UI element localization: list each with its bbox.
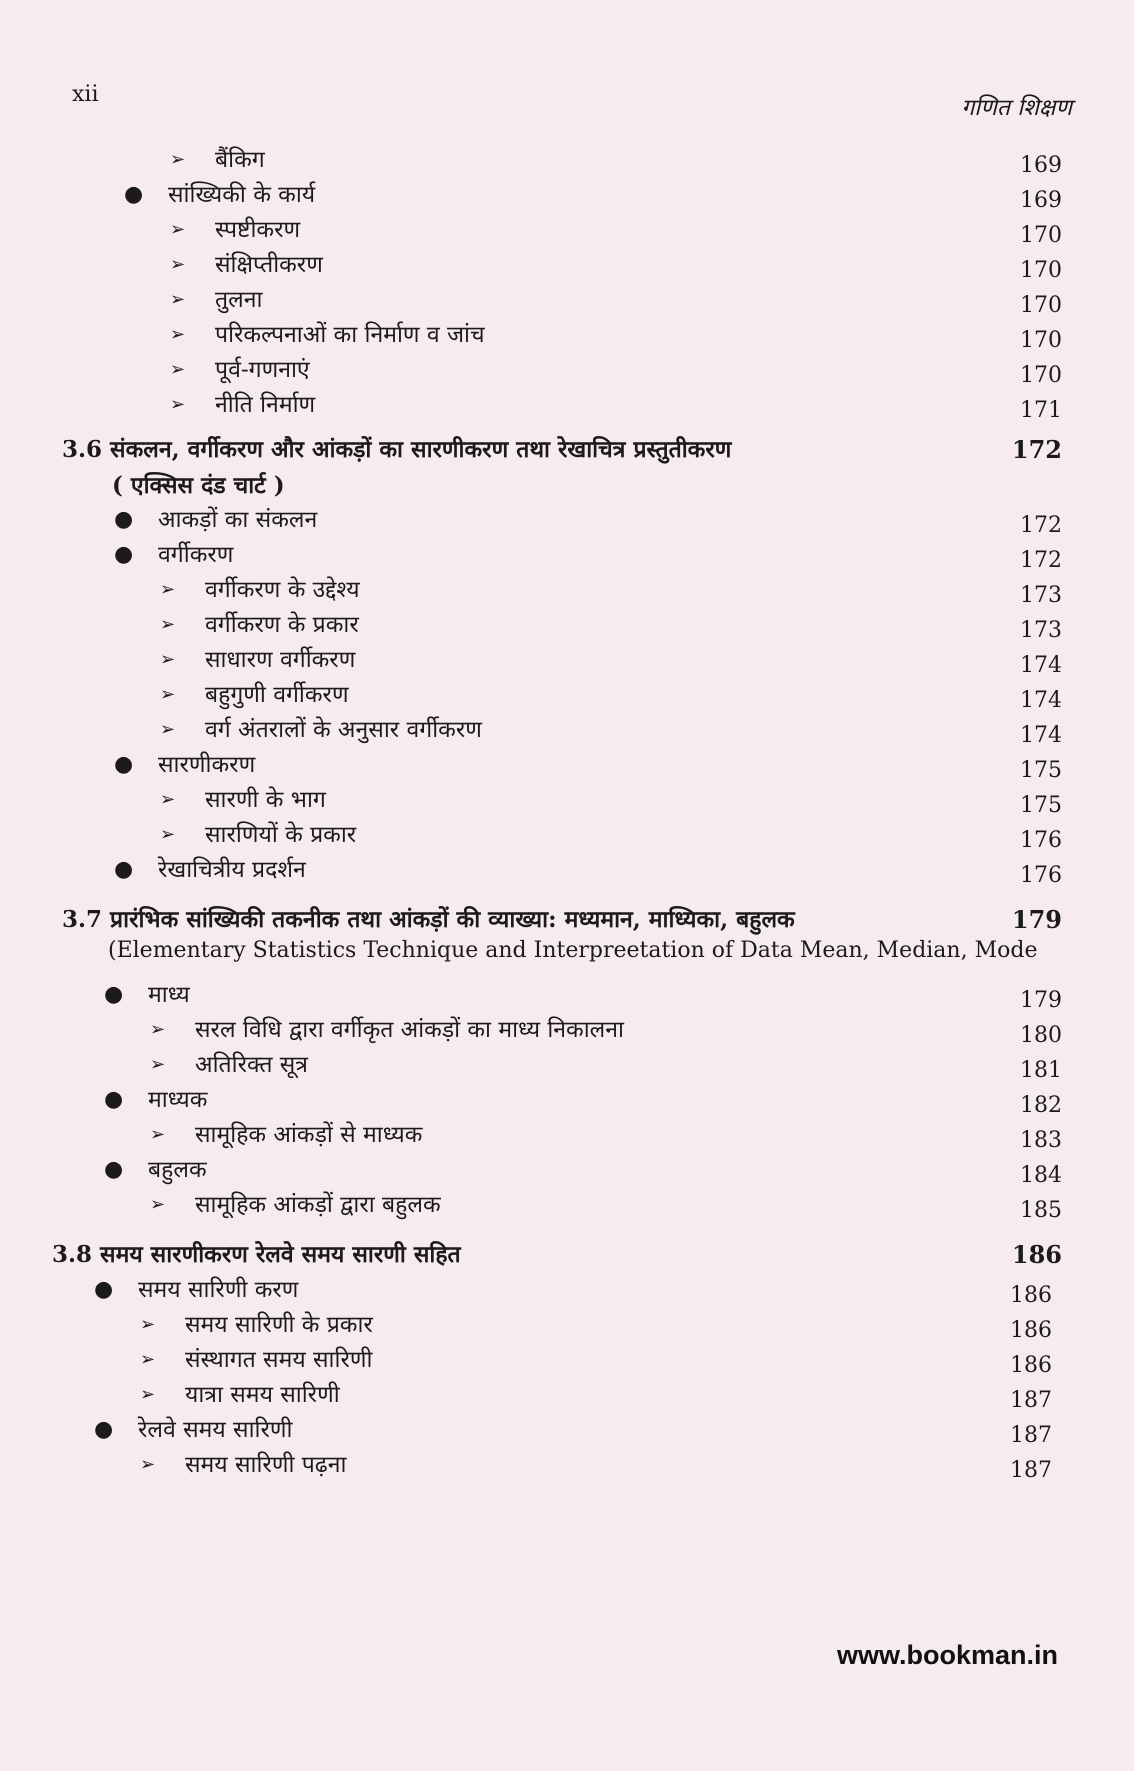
- toc-entry-title: स्पष्टीकरण: [215, 217, 301, 243]
- toc-entry-title: सांख्यिकी के कार्य: [168, 182, 316, 208]
- toc-entry: [0, 1445, 1134, 1485]
- toc-page-number: 176: [1020, 863, 1062, 888]
- toc-page-number: 182: [1020, 1093, 1062, 1118]
- arrow-bullet-icon: ➢: [140, 1384, 156, 1405]
- toc-entry: [0, 975, 1134, 1015]
- arrow-bullet-icon: ➢: [160, 649, 176, 670]
- toc-entry-title: 3.6 संकलन, वर्गीकरण और आंकड़ों का सारणीकरण तथा रेखाचित्र प्रस्तुतीकरण: [62, 436, 732, 463]
- bullet-icon: ●: [114, 507, 134, 532]
- arrow-bullet-icon: ➢: [160, 684, 176, 705]
- bullet-icon: ●: [114, 542, 134, 567]
- bullet-icon: ●: [94, 1417, 114, 1442]
- toc-entry: [0, 315, 1134, 355]
- toc-entry: [0, 1305, 1134, 1345]
- toc-entry: [0, 1150, 1134, 1190]
- toc-section: [0, 900, 1134, 963]
- toc-entry-title: सारणियों के प्रकार: [205, 822, 357, 848]
- toc-page-number: 179: [1020, 988, 1062, 1013]
- toc-entry-title: माध्यक: [148, 1087, 208, 1113]
- toc-page-number: 172: [1020, 513, 1062, 538]
- toc-entry-title: बहुगुणी वर्गीकरण: [205, 682, 349, 708]
- toc-entry: [0, 1375, 1134, 1415]
- toc-page-number: 170: [1020, 223, 1062, 248]
- arrow-bullet-icon: ➢: [140, 1454, 156, 1475]
- arrow-bullet-icon: ➢: [150, 1019, 166, 1040]
- toc-entry: [0, 605, 1134, 645]
- toc-entry-title: परिकल्पनाओं का निर्माण व जांच: [215, 322, 485, 348]
- toc-entry: [0, 280, 1134, 320]
- toc-entry: [0, 385, 1134, 425]
- arrow-bullet-icon: ➢: [170, 219, 186, 240]
- toc-page-number: 170: [1020, 328, 1062, 353]
- toc-entry-title: यात्रा समय सारिणी: [185, 1382, 340, 1408]
- toc-page-number: 174: [1020, 653, 1062, 678]
- toc-page-number: 187: [1010, 1388, 1052, 1413]
- toc-page-number: 184: [1020, 1163, 1062, 1188]
- bullet-icon: ●: [104, 982, 124, 1007]
- toc-page-number: 169: [1020, 188, 1062, 213]
- toc-page-number: 187: [1010, 1423, 1052, 1448]
- toc-page-number: 175: [1020, 793, 1062, 818]
- toc-entry: [0, 500, 1134, 540]
- toc-entry: [0, 245, 1134, 285]
- toc-entry: [0, 780, 1134, 820]
- toc-entry: [0, 1270, 1134, 1310]
- toc-entry: [0, 1410, 1134, 1450]
- page-number: xii: [72, 82, 99, 107]
- toc-entry: [0, 1340, 1134, 1380]
- toc-entry-title: वर्गीकरण: [158, 542, 234, 568]
- toc-entry-title: 3.7 प्रारंभिक सांख्यिकी तकनीक तथा आंकड़ों की व्याख्या: मध्यमान, माध्यिका, बहुलक: [62, 906, 795, 933]
- toc-entry: [0, 535, 1134, 575]
- toc-entry: [0, 1185, 1134, 1225]
- toc-entry: [0, 850, 1134, 890]
- toc-page-number: 173: [1020, 583, 1062, 608]
- toc-entry: [0, 1010, 1134, 1050]
- arrow-bullet-icon: ➢: [150, 1124, 166, 1145]
- bullet-icon: ●: [124, 182, 144, 207]
- toc-entry: [0, 675, 1134, 715]
- toc-entry-title: सारणी के भाग: [205, 787, 326, 813]
- toc-entry-title: आकड़ों का संकलन: [158, 507, 318, 533]
- toc-page-number: 173: [1020, 618, 1062, 643]
- toc-section: [0, 430, 1134, 499]
- toc-page-number: 172: [1020, 548, 1062, 573]
- toc-page-number: 176: [1020, 828, 1062, 853]
- toc-entry: [0, 1080, 1134, 1120]
- toc-entry-title: पूर्व-गणनाएं: [215, 357, 310, 383]
- arrow-bullet-icon: ➢: [160, 824, 176, 845]
- toc-page-number: 175: [1020, 758, 1062, 783]
- arrow-bullet-icon: ➢: [170, 324, 186, 345]
- toc-page-number: 187: [1010, 1458, 1052, 1483]
- toc-page-number: 174: [1020, 688, 1062, 713]
- toc-entry-title: सरल विधि द्वारा वर्गीकृत आंकड़ों का माध्य निकालना: [195, 1017, 624, 1043]
- arrow-bullet-icon: ➢: [170, 394, 186, 415]
- toc-page-number: 170: [1020, 293, 1062, 318]
- bullet-icon: ●: [114, 857, 134, 882]
- toc-entry-title: सामूहिक आंकड़ों से माध्यक: [195, 1122, 423, 1148]
- website-watermark: www.bookman.in: [836, 1640, 1058, 1670]
- toc-entry: [0, 1115, 1134, 1155]
- arrow-bullet-icon: ➢: [140, 1314, 156, 1335]
- toc-entry: [0, 1045, 1134, 1085]
- toc-page-number: 179: [1011, 905, 1062, 934]
- toc-entry-title: संस्थागत समय सारिणी: [185, 1347, 373, 1373]
- toc-page-number: 186: [1010, 1353, 1052, 1378]
- arrow-bullet-icon: ➢: [170, 359, 186, 380]
- toc-page-number: 171: [1020, 398, 1062, 423]
- toc-page-number: 186: [1011, 1240, 1062, 1269]
- toc-page-number: 186: [1010, 1283, 1052, 1308]
- toc-entry: [0, 140, 1134, 180]
- toc-entry-title: वर्ग अंतरालों के अनुसार वर्गीकरण: [205, 717, 482, 743]
- toc-entry-title: वर्गीकरण के उद्देश्य: [205, 577, 360, 603]
- toc-entry-title: संक्षिप्तीकरण: [215, 252, 323, 278]
- toc-entry-title: सामूहिक आंकड़ों द्वारा बहुलक: [195, 1192, 441, 1218]
- toc-entry-title: बैंकिग: [215, 147, 265, 173]
- toc-entry-title: माध्य: [148, 982, 190, 1008]
- arrow-bullet-icon: ➢: [150, 1054, 166, 1075]
- toc-page-number: 172: [1011, 435, 1062, 464]
- bullet-icon: ●: [104, 1157, 124, 1182]
- toc-page-number: 186: [1010, 1318, 1052, 1343]
- toc-entry-title: नीति निर्माण: [215, 392, 316, 418]
- arrow-bullet-icon: ➢: [160, 719, 176, 740]
- arrow-bullet-icon: ➢: [170, 254, 186, 275]
- arrow-bullet-icon: ➢: [160, 614, 176, 635]
- toc-entry-title: साधारण वर्गीकरण: [205, 647, 356, 673]
- toc-entry: [0, 210, 1134, 250]
- toc-page-number: 169: [1020, 153, 1062, 178]
- toc-entry-title: अतिरिक्त सूत्र: [195, 1052, 308, 1078]
- toc-entry-title: 3.8 समय सारणीकरण रेलवे समय सारणी सहित: [52, 1241, 461, 1268]
- bullet-icon: ●: [94, 1277, 114, 1302]
- arrow-bullet-icon: ➢: [150, 1194, 166, 1215]
- toc-entry-title: बहुलक: [148, 1157, 207, 1183]
- toc-page-number: 185: [1020, 1198, 1062, 1223]
- toc-entry: [0, 815, 1134, 855]
- toc-entry-title: समय सारिणी करण: [138, 1277, 299, 1303]
- toc-entry-title: समय सारिणी पढ़ना: [185, 1452, 347, 1478]
- toc-section-subtitle: (Elementary Statistics Technique and Interpreetation of Data Mean, Median, Mode: [108, 938, 1038, 963]
- toc-page-number: 170: [1020, 363, 1062, 388]
- toc-page-number: 170: [1020, 258, 1062, 283]
- toc-entry-title: समय सारिणी के प्रकार: [185, 1312, 373, 1338]
- arrow-bullet-icon: ➢: [140, 1349, 156, 1370]
- toc-page-number: 174: [1020, 723, 1062, 748]
- toc-section: [0, 1235, 1134, 1275]
- toc-page-number: 180: [1020, 1023, 1062, 1048]
- toc-page-number: 181: [1020, 1058, 1062, 1083]
- toc-section-subtitle: ( एक्सिस दंड चार्ट ): [112, 472, 285, 499]
- bullet-icon: ●: [114, 752, 134, 777]
- toc-entry: [0, 350, 1134, 390]
- toc-entry-title: सारणीकरण: [158, 752, 256, 778]
- arrow-bullet-icon: ➢: [160, 579, 176, 600]
- toc-entry-title: रेखाचित्रीय प्रदर्शन: [158, 857, 306, 883]
- arrow-bullet-icon: ➢: [170, 289, 186, 310]
- bullet-icon: ●: [104, 1087, 124, 1112]
- toc-entry: [0, 745, 1134, 785]
- toc-entry: [0, 710, 1134, 750]
- toc-entry: [0, 640, 1134, 680]
- toc-entry-title: वर्गीकरण के प्रकार: [205, 612, 359, 638]
- toc-entry-title: रेलवे समय सारिणी: [138, 1417, 293, 1443]
- arrow-bullet-icon: ➢: [160, 789, 176, 810]
- arrow-bullet-icon: ➢: [170, 149, 186, 170]
- toc-page-number: 183: [1020, 1128, 1062, 1153]
- running-title: गणित शिक्षण: [961, 95, 1072, 121]
- toc-entry: [0, 570, 1134, 610]
- toc-entry-title: तुलना: [215, 287, 263, 313]
- toc-entry: [0, 175, 1134, 215]
